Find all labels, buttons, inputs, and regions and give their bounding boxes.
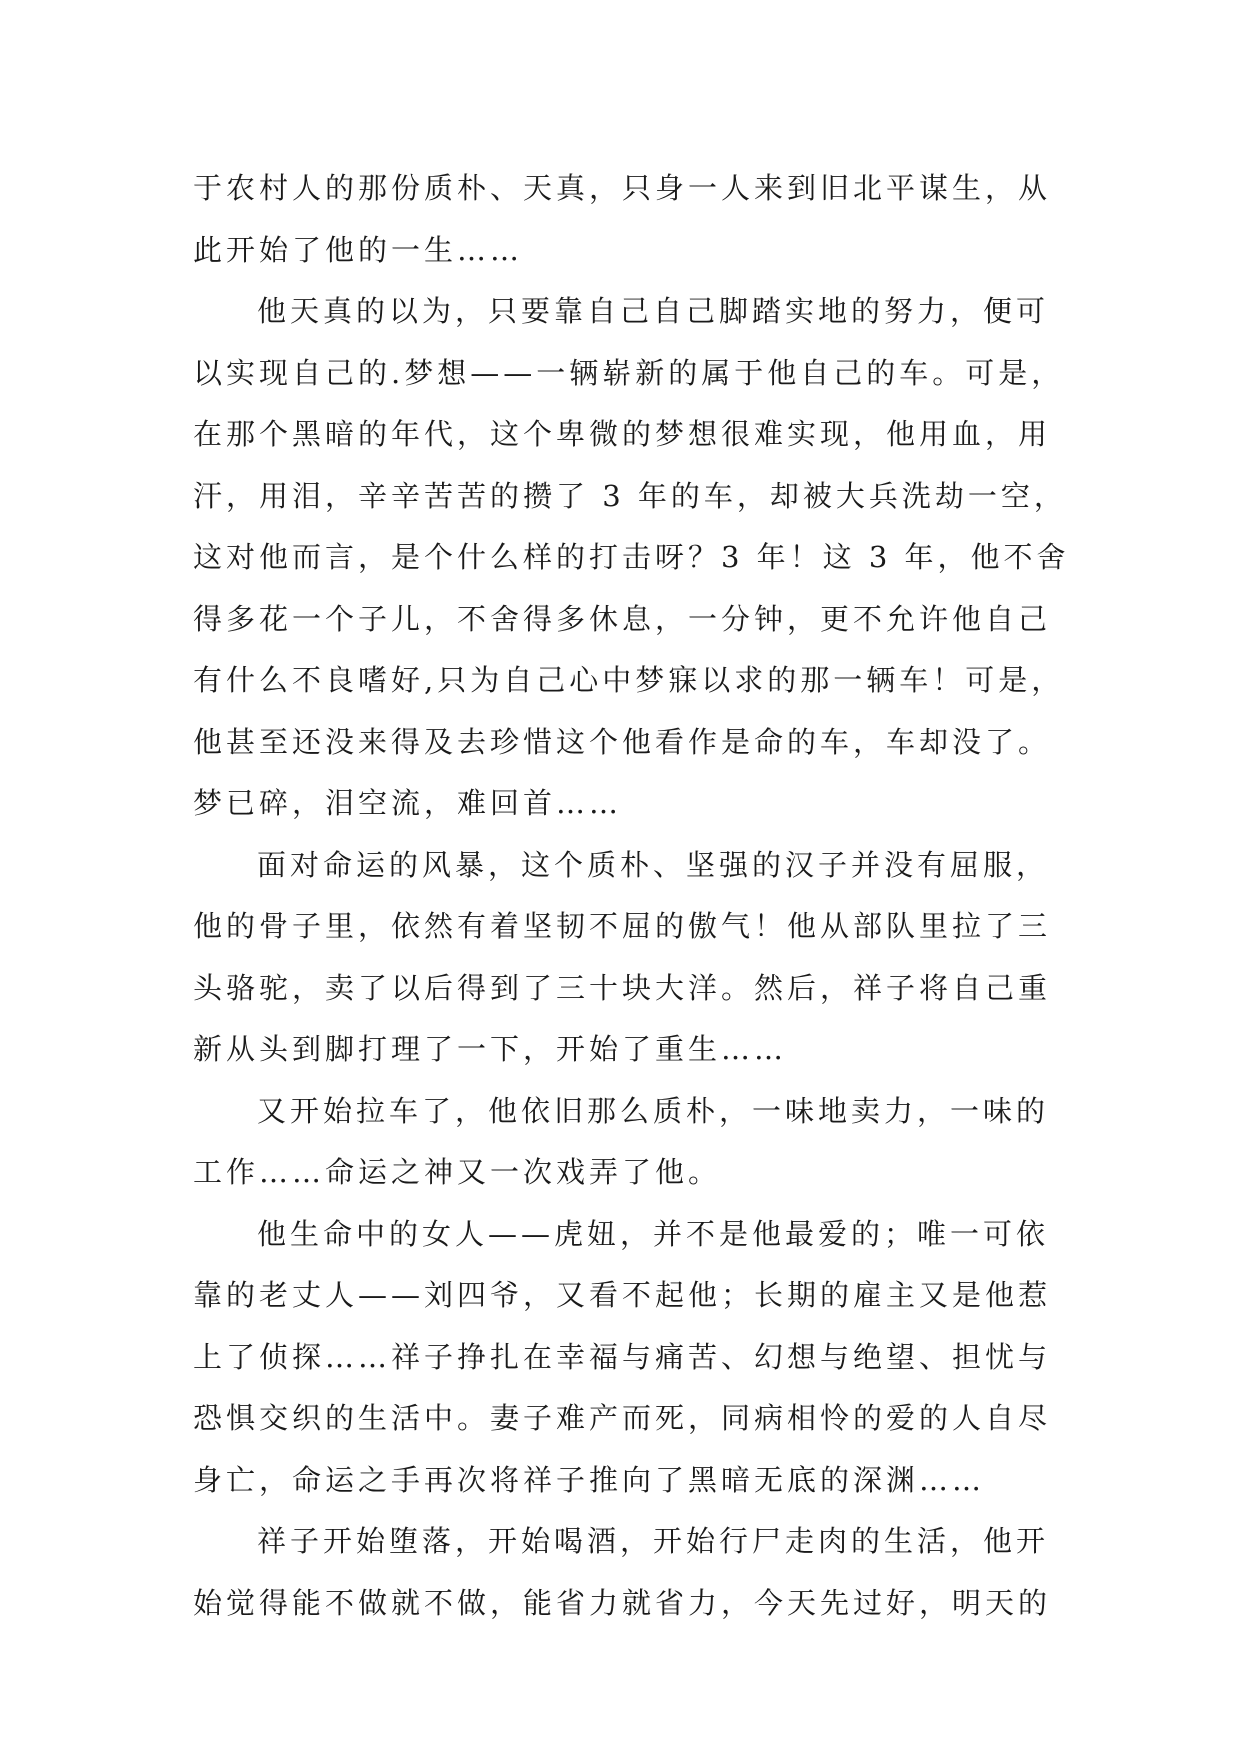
text-line: 靠的老丈人——刘四爷，又看不起他；长期的雇主又是他惹 bbox=[193, 1278, 1052, 1312]
text-line: 汗，用泪，辛辛苦苦的攒了 3 年的车，却被大兵洗劫一空， bbox=[193, 478, 1067, 513]
text-line: 得多花一个子儿，不舍得多休息，一分钟，更不允许他自己 bbox=[193, 601, 1052, 636]
paragraph-start-line: 又开始拉车了，他依旧那么质朴，一味地卖力，一味的 bbox=[257, 1093, 1050, 1128]
text-line: 恐惧交织的生活中。妻子难产而死，同病相怜的爱的人自尽 bbox=[193, 1401, 1052, 1435]
paragraph-start-line: 面对命运的风暴，这个质朴、坚强的汉子并没有屈服， bbox=[257, 847, 1050, 882]
text-line: 于农村人的那份质朴、天真，只身一人来到旧北平谋生，从 bbox=[193, 171, 1052, 205]
text-line: 他甚至还没来得及去珍惜这个他看作是命的车，车却没了。 bbox=[193, 724, 1052, 759]
text-line: 上了侦探……祥子挣扎在幸福与痛苦、幻想与绝望、担忧与 bbox=[193, 1339, 1052, 1374]
text-line: 新从头到脚打理了一下，开始了重生…… bbox=[193, 1032, 788, 1066]
body-text bbox=[193, 158, 1073, 1634]
text-line: 始觉得能不做就不做，能省力就省力，今天先过好，明天的 bbox=[193, 1585, 1052, 1620]
text-line: 头骆驼，卖了以后得到了三十块大洋。然后，祥子将自己重 bbox=[193, 970, 1052, 1005]
paragraph-start-line: 他天真的以为，只要靠自己自己脚踏实地的努力，便可 bbox=[257, 294, 1050, 328]
text-line: 工作……命运之神又一次戏弄了他。 bbox=[193, 1155, 722, 1189]
text-line: 梦已碎，泪空流，难回首…… bbox=[193, 786, 623, 820]
text-line: 这对他而言，是个什么样的打击呀？3 年！这 3 年，他不舍 bbox=[193, 540, 1070, 574]
text-line: 以实现自己的.梦想——一辆崭新的属于他自己的车。可是， bbox=[193, 355, 1065, 390]
text-line: 有什么不良嗜好,只为自己心中梦寐以求的那一辆车！可是， bbox=[193, 663, 1065, 697]
text-line: 在那个黑暗的年代，这个卑微的梦想很难实现，他用血，用 bbox=[193, 417, 1052, 451]
paragraph-start-line: 他生命中的女人——虎妞，并不是他最爱的；唯一可依 bbox=[257, 1216, 1050, 1251]
text-line: 身亡，命运之手再次将祥子推向了黑暗无底的深渊…… bbox=[193, 1462, 986, 1497]
text-line: 他的骨子里，依然有着坚韧不屈的傲气！他从部队里拉了三 bbox=[193, 909, 1052, 943]
paragraph-start-line: 祥子开始堕落，开始喝酒，开始行尸走肉的生活，他开 bbox=[257, 1524, 1050, 1558]
text-line: 此开始了他的一生…… bbox=[193, 232, 524, 267]
